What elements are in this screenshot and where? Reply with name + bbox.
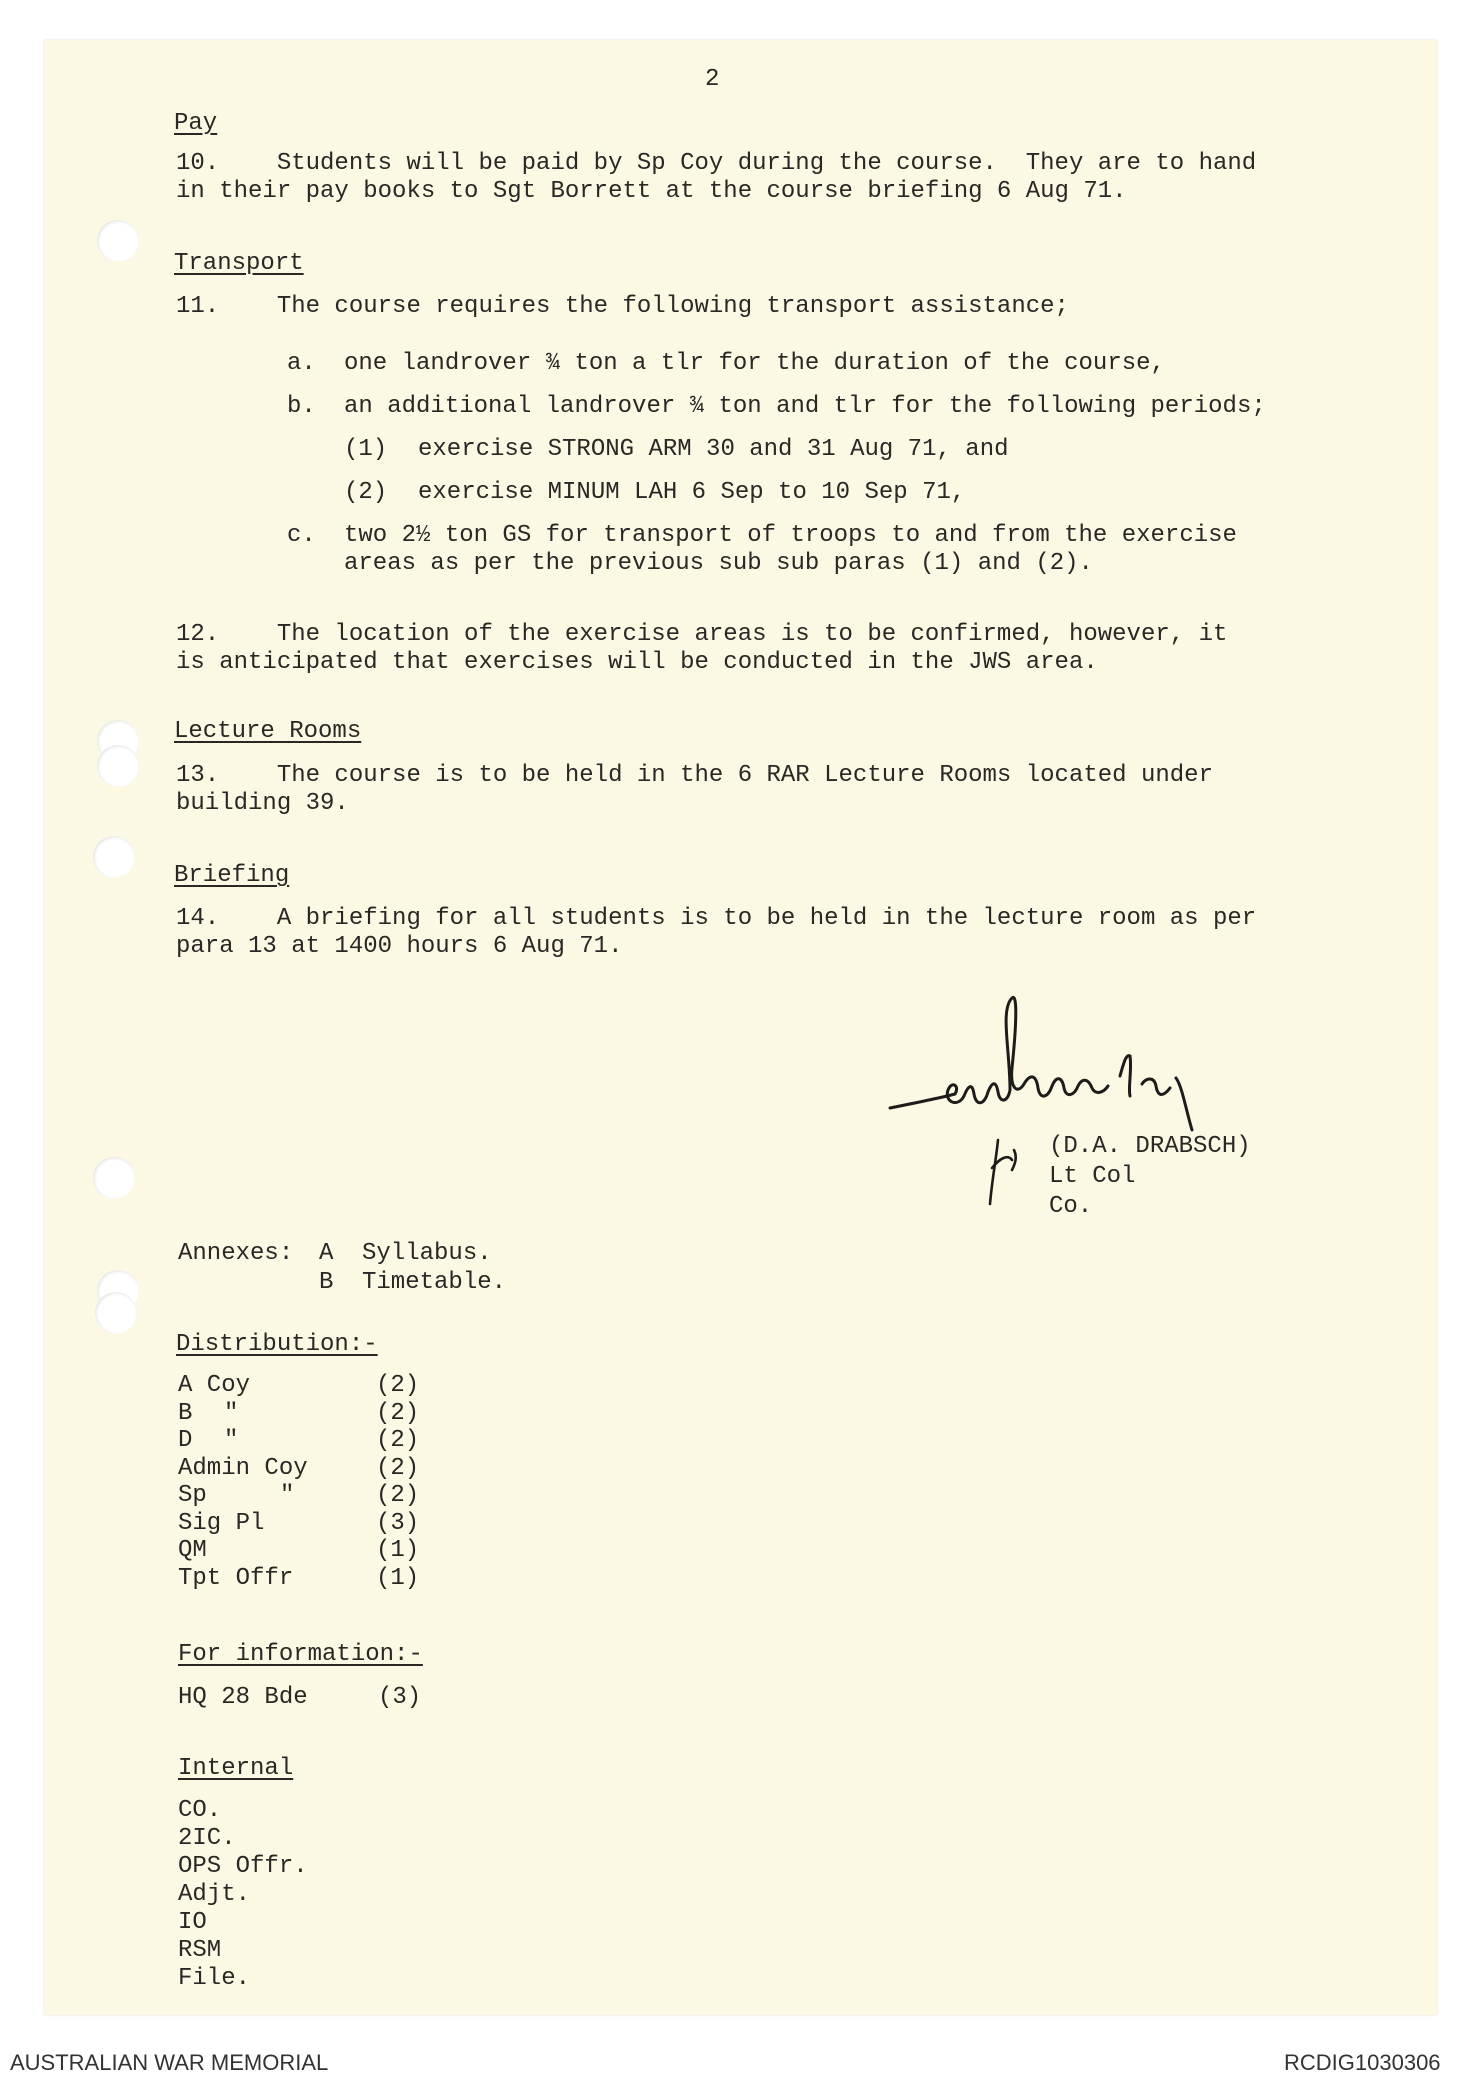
distribution-row-count: (1) — [376, 1537, 420, 1564]
list-item: 2IC. — [178, 1825, 236, 1852]
sub-para-marker-b: b. — [287, 393, 316, 420]
footer-archive-name: AUSTRALIAN WAR MEMORIAL — [10, 2050, 329, 2075]
distribution-row-ditto: " — [280, 1482, 295, 1509]
page-number: 2 — [705, 66, 720, 93]
sub-para-a: one landrover ¾ ton a tlr for the duration of the course, — [344, 350, 1165, 377]
distribution-row-name: Sp — [178, 1482, 207, 1509]
for-information-heading: For information:- — [178, 1641, 423, 1668]
distribution-row-ditto: " — [224, 1427, 239, 1454]
distribution-row-name: Admin Coy — [178, 1455, 308, 1482]
signatory-rank: Lt Col — [1049, 1163, 1136, 1190]
punch-hole — [97, 745, 139, 787]
section-heading-briefing: Briefing — [174, 862, 290, 889]
sub-para-b: an additional landrover ¾ ton and tlr for the following periods; — [344, 393, 1266, 420]
distribution-row-count: (2) — [376, 1427, 420, 1454]
distribution-row-count: (2) — [376, 1482, 420, 1509]
distribution-row-name: A Coy — [178, 1372, 251, 1399]
paragraph-12: 12. The location of the exercise areas is to be confirmed, however, it — [176, 621, 1228, 648]
list-item: OPS Offr. — [178, 1853, 308, 1880]
list-item: HQ 28 Bde — [178, 1684, 308, 1711]
annex-letter: A — [319, 1240, 334, 1267]
annex-title: Syllabus. — [362, 1240, 492, 1267]
signatory-name: (D.A. DRABSCH) — [1049, 1133, 1251, 1160]
sub-para-marker-a: a. — [287, 350, 316, 377]
paragraph-10-cont: in their pay books to Sgt Borrett at the course briefing 6 Aug 71. — [176, 178, 1127, 205]
punch-hole — [93, 836, 135, 878]
section-heading-transport: Transport — [174, 250, 304, 277]
list-item: IO — [178, 1909, 207, 1936]
footer-document-id: RCDIG1030306 — [1284, 2050, 1441, 2075]
sub-para-c-cont: areas as per the previous sub sub paras (1) and (2). — [344, 550, 1093, 577]
annexes-label: Annexes: — [178, 1240, 294, 1267]
section-heading-pay: Pay — [174, 110, 218, 137]
punch-hole — [93, 1157, 135, 1199]
annex-letter: B — [319, 1269, 334, 1296]
distribution-row-name: QM — [178, 1537, 207, 1564]
paragraph-10: 10. Students will be paid by Sp Coy during the course. They are to hand — [176, 150, 1257, 177]
sub-sub-para-marker-2: (2) — [344, 479, 388, 506]
punch-hole — [97, 220, 139, 262]
paragraph-14: 14. A briefing for all students is to be held in the lecture room as per — [176, 905, 1257, 932]
list-item: File. — [178, 1965, 251, 1992]
sub-sub-para-marker-1: (1) — [344, 436, 388, 463]
punch-hole — [95, 1292, 137, 1334]
paragraph-14-cont: para 13 at 1400 hours 6 Aug 71. — [176, 933, 623, 960]
sub-para-marker-c: c. — [287, 522, 316, 549]
list-item: Adjt. — [178, 1881, 251, 1908]
distribution-row-count: (1) — [376, 1565, 420, 1592]
list-item: RSM — [178, 1937, 222, 1964]
distribution-row-count: (2) — [376, 1372, 420, 1399]
paragraph-13: 13. The course is to be held in the 6 RAR Lecture Rooms located under — [176, 762, 1213, 789]
list-item-count: (3) — [378, 1684, 422, 1711]
signatory-appointment: Co. — [1049, 1193, 1093, 1220]
internal-heading: Internal — [178, 1755, 294, 1782]
distribution-row-name: B — [178, 1400, 193, 1427]
list-item: CO. — [178, 1797, 222, 1824]
paragraph-13-cont: building 39. — [176, 790, 349, 817]
distribution-row-ditto: " — [224, 1400, 239, 1427]
annex-title: Timetable. — [362, 1269, 507, 1296]
distribution-row-count: (2) — [376, 1455, 420, 1482]
paragraph-12-cont: is anticipated that exercises will be conducted in the JWS area. — [176, 649, 1098, 676]
sub-sub-para-2: exercise MINUM LAH 6 Sep to 10 Sep 71, — [418, 479, 966, 506]
distribution-row-count: (2) — [376, 1400, 420, 1427]
distribution-heading: Distribution:- — [176, 1331, 378, 1358]
sub-sub-para-1: exercise STRONG ARM 30 and 31 Aug 71, and — [418, 436, 1009, 463]
distribution-row-count: (3) — [376, 1510, 420, 1537]
distribution-row-name: D — [178, 1427, 193, 1454]
section-heading-lecture-rooms: Lecture Rooms — [174, 718, 362, 745]
distribution-row-name: Sig Pl — [178, 1510, 265, 1537]
paragraph-11: 11. The course requires the following transport assistance; — [176, 293, 1069, 320]
sub-para-c: two 2½ ton GS for transport of troops to and from the exercise — [344, 522, 1237, 549]
distribution-row-name: Tpt Offr — [178, 1565, 294, 1592]
